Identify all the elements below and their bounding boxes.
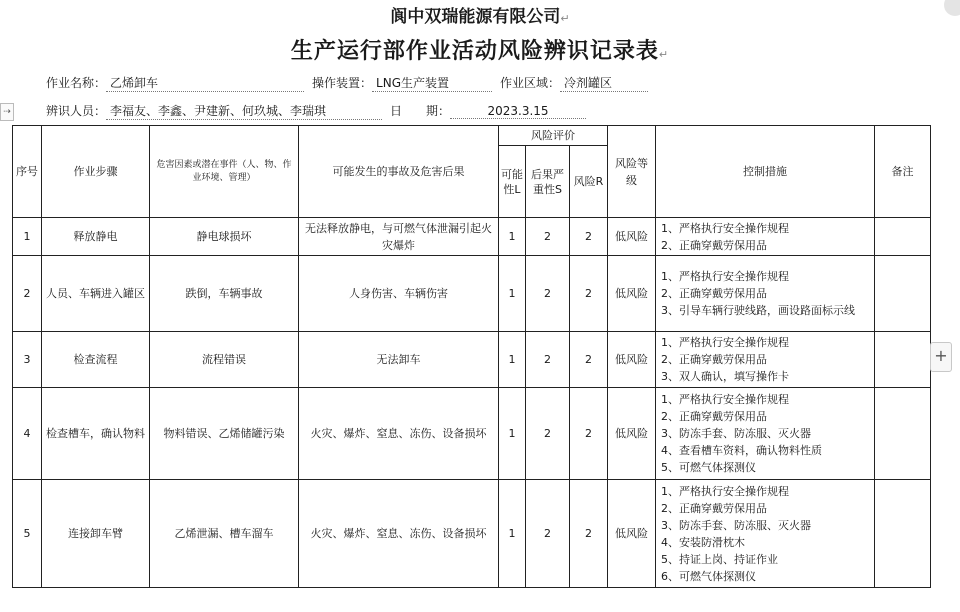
col-level: 风险等级 <box>608 126 656 218</box>
area-value[interactable]: 冷剂罐区 <box>560 74 648 92</box>
control-item: 1、严格执行安全操作规程 <box>661 270 789 283</box>
table-row <box>13 388 931 480</box>
control-item: 2、正确穿戴劳保用品 <box>661 238 767 252</box>
area-label: 作业区域： <box>500 76 561 90</box>
cell-no[interactable]: 4 <box>13 388 42 480</box>
cell-hazard[interactable]: 物料错误、乙烯储罐污染 <box>150 388 299 480</box>
cell-controls[interactable] <box>656 480 875 588</box>
control-item: 3、防冻手套、防冻服、灭火器 <box>661 518 811 532</box>
job-name-value[interactable]: 乙烯卸车 <box>106 74 304 92</box>
cell-level[interactable]: 低风险 <box>608 332 656 388</box>
paragraph-mark-icon: ↵ <box>658 48 670 61</box>
cell-hazard[interactable]: 跌倒，车辆事故 <box>150 256 299 332</box>
date-label: 日 期： <box>390 104 451 118</box>
cell-consequence[interactable]: 无法释放静电，与可燃气体泄漏引起火灾爆炸 <box>299 218 499 256</box>
table-move-handle-icon[interactable]: ⇢ <box>0 103 14 121</box>
table-header-row <box>13 126 931 146</box>
col-no: 序号 <box>13 126 42 218</box>
cell-likelihood[interactable]: 1 <box>499 256 526 332</box>
identifier-label: 辨识人员： <box>46 104 107 118</box>
cell-severity[interactable]: 2 <box>526 218 570 256</box>
control-item: 1、严格执行安全操作规程 <box>661 221 789 235</box>
cell-no[interactable]: 5 <box>13 480 42 588</box>
device-value[interactable]: LNG生产装置 <box>372 74 492 92</box>
cell-controls[interactable] <box>656 218 875 256</box>
company-name <box>0 2 960 27</box>
paragraph-mark-icon: ↵ <box>560 12 570 25</box>
add-row-button[interactable]: + <box>930 342 952 372</box>
control-item: 4、安装防滑枕木 <box>661 535 745 549</box>
cell-likelihood[interactable]: 1 <box>499 218 526 256</box>
control-item: 2、正确穿戴劳保用品 <box>661 410 767 423</box>
cell-step[interactable]: 人员、车辆进入罐区 <box>42 256 150 332</box>
cell-severity[interactable]: 2 <box>526 480 570 588</box>
control-item: 1、严格执行安全操作规程 <box>661 393 789 406</box>
cell-hazard[interactable]: 乙烯泄漏、槽车溜车 <box>150 480 299 588</box>
col-consequence: 可能发生的事故及危害后果 <box>299 126 499 218</box>
cell-risk[interactable]: 2 <box>570 218 608 256</box>
cell-hazard[interactable]: 静电球损坏 <box>150 218 299 256</box>
cell-hazard[interactable]: 流程错误 <box>150 332 299 388</box>
cell-risk[interactable]: 2 <box>570 388 608 480</box>
cell-no[interactable]: 3 <box>13 332 42 388</box>
cell-risk[interactable]: 2 <box>570 480 608 588</box>
company-name-text: 阆中双瑞能源有限公司 <box>390 7 561 27</box>
table-row <box>13 218 931 256</box>
cell-severity[interactable]: 2 <box>526 332 570 388</box>
cell-controls[interactable] <box>656 256 875 332</box>
control-item: 3、防冻手套、防冻服、灭火器 <box>661 427 811 440</box>
col-eval-group: 风险评价 <box>499 126 608 146</box>
col-remark: 备注 <box>875 126 931 218</box>
col-likelihood: 可能性L <box>499 146 526 218</box>
cell-level[interactable]: 低风险 <box>608 256 656 332</box>
control-item: 5、可燃气体探测仪 <box>661 461 756 474</box>
cell-no[interactable]: 1 <box>13 218 42 256</box>
cell-severity[interactable]: 2 <box>526 388 570 480</box>
control-item: 3、双人确认，填写操作卡 <box>661 370 789 383</box>
device-label: 操作装置： <box>312 76 373 90</box>
control-item: 1、严格执行安全操作规程 <box>661 336 789 349</box>
cell-likelihood[interactable]: 1 <box>499 332 526 388</box>
cell-step[interactable]: 连接卸车臂 <box>42 480 150 588</box>
table-row <box>13 332 931 388</box>
cell-step[interactable]: 检查槽车，确认物料 <box>42 388 150 480</box>
cell-controls[interactable] <box>656 388 875 480</box>
date-value[interactable]: 2023.3.15 <box>450 104 586 119</box>
col-step: 作业步骤 <box>42 126 150 218</box>
cell-likelihood[interactable]: 1 <box>499 388 526 480</box>
meta-line-2 <box>46 102 586 120</box>
cell-risk[interactable]: 2 <box>570 332 608 388</box>
table-row <box>13 256 931 332</box>
cell-consequence[interactable]: 火灾、爆炸、窒息、冻伤、设备损坏 <box>299 480 499 588</box>
identifier-value[interactable]: 李福友、李鑫、尹建新、何玖城、李瑞琪 <box>106 102 382 120</box>
control-item: 6、可燃气体探测仪 <box>661 569 756 583</box>
cell-remark[interactable] <box>875 332 931 388</box>
cell-level[interactable]: 低风险 <box>608 480 656 588</box>
cell-remark[interactable] <box>875 218 931 256</box>
cell-remark[interactable] <box>875 388 931 480</box>
table-row <box>13 480 931 588</box>
col-risk: 风险R <box>570 146 608 218</box>
cell-no[interactable]: 2 <box>13 256 42 332</box>
job-name-label: 作业名称： <box>46 76 107 90</box>
col-severity: 后果严重性S <box>526 146 570 218</box>
cell-remark[interactable] <box>875 256 931 332</box>
cell-risk[interactable]: 2 <box>570 256 608 332</box>
cell-severity[interactable]: 2 <box>526 256 570 332</box>
control-item: 1、严格执行安全操作规程 <box>661 484 789 498</box>
col-hazard: 危害因素或潜在事件（人、物、作业环境、管理） <box>150 126 299 218</box>
cell-controls[interactable] <box>656 332 875 388</box>
cell-step[interactable]: 释放静电 <box>42 218 150 256</box>
cell-likelihood[interactable]: 1 <box>499 480 526 588</box>
control-item: 3、引导车辆行驶线路，画设路面标示线 <box>661 304 855 317</box>
control-item: 2、正确穿戴劳保用品 <box>661 287 767 300</box>
page-title <box>0 34 960 65</box>
col-control: 控制措施 <box>656 126 875 218</box>
cell-consequence[interactable]: 人身伤害、车辆伤害 <box>299 256 499 332</box>
control-item: 2、正确穿戴劳保用品 <box>661 353 767 366</box>
cell-level[interactable]: 低风险 <box>608 388 656 480</box>
page-title-text: 生产运行部作业活动风险辨识记录表 <box>290 39 659 64</box>
cell-level[interactable]: 低风险 <box>608 218 656 256</box>
control-item: 5、持证上岗、持证作业 <box>661 552 778 566</box>
meta-line-1 <box>46 74 648 92</box>
cell-step[interactable]: 检查流程 <box>42 332 150 388</box>
control-item: 4、查看槽车资料，确认物料性质 <box>661 444 822 457</box>
risk-table <box>12 125 931 588</box>
cell-consequence[interactable]: 火灾、爆炸、窒息、冻伤、设备损坏 <box>299 388 499 480</box>
cell-consequence[interactable]: 无法卸车 <box>299 332 499 388</box>
cell-remark[interactable] <box>875 480 931 588</box>
control-item: 2、正确穿戴劳保用品 <box>661 501 767 515</box>
